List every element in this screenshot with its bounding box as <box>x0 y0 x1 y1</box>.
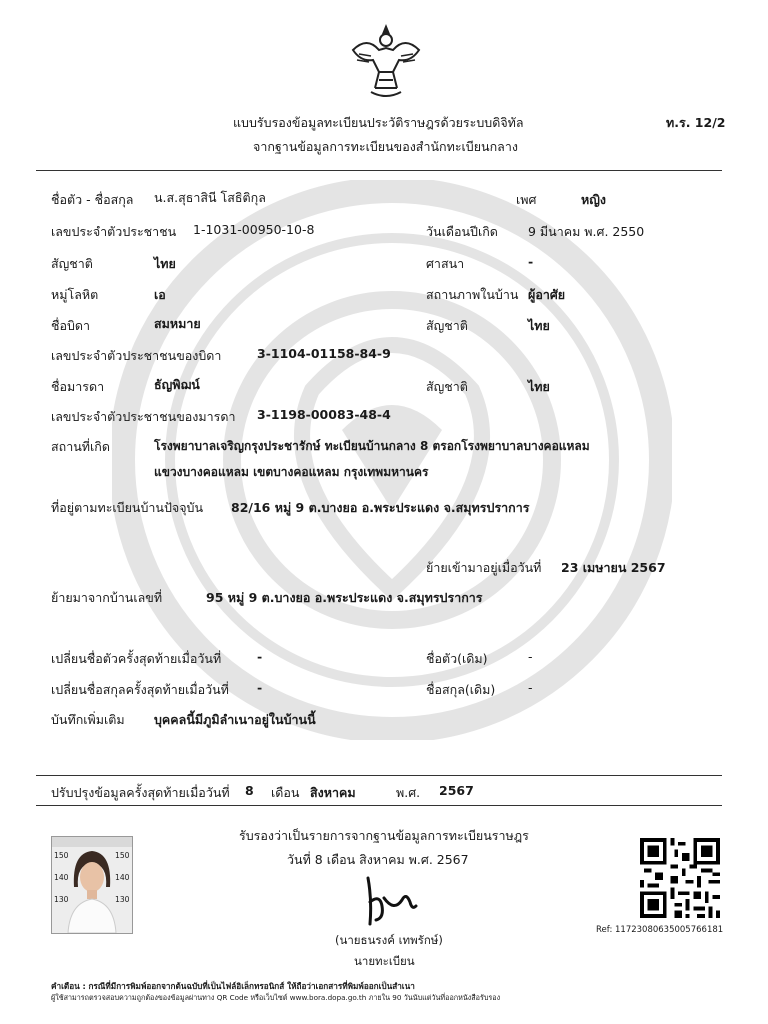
status-value: ผู้อาศัย <box>528 287 566 302</box>
height-150-right: 150 <box>115 851 130 860</box>
signer-name: (นายธนรงค์ เทพรักษ์) <box>335 933 443 947</box>
religion-value: - <box>528 254 534 269</box>
height-140-right: 140 <box>115 873 130 882</box>
movefrom-label: ย้ายมาจากบ้านเลขที่ <box>51 590 163 605</box>
form-number: ท.ร. 12/2 <box>666 115 726 130</box>
blood-value: เอ <box>154 287 166 302</box>
nationality-value: ไทย <box>154 256 176 271</box>
birthplace-line-2: แขวงบางคอแหลม เขตบางคอแหลม กรุงเทพมหานคร <box>154 465 429 479</box>
mother-nationality-value: ไทย <box>528 379 550 394</box>
birthplace-label: สถานที่เกิด <box>51 439 110 454</box>
signer-title: นายทะเบียน <box>354 954 415 968</box>
id-label: เลขประจำตัวประชาชน <box>51 224 177 239</box>
mother-label: ชื่อมารดา <box>51 379 105 394</box>
mother-nationality-label: สัญชาติ <box>426 379 468 394</box>
update-month-label: เดือน <box>271 785 300 800</box>
address-value: 82/16 หมู่ 9 ต.บางยอ อ.พระประแดง จ.สมุทรปราการ <box>231 500 530 515</box>
certify-line-1: รับรองว่าเป็นรายการจากฐานข้อมูลการทะเบียนราษฎร <box>239 828 529 843</box>
first-name-change-label: เปลี่ยนชื่อตัวครั้งสุดท้ายเมื่อวันที่ <box>51 651 222 666</box>
old-last-name-value: - <box>528 680 533 695</box>
last-name-change-value: - <box>257 680 263 695</box>
divider-update-top <box>36 775 722 776</box>
father-nationality-value: ไทย <box>528 318 550 333</box>
photo-board-header <box>52 837 132 847</box>
divider-update-bottom <box>36 805 722 806</box>
blood-label: หมู่โลหิต <box>51 287 99 302</box>
footer-warning-text: กรณีที่มีการพิมพ์ออกจากต้นฉบับที่เป็นไฟล์อิเล็กทรอนิกส์ ให้ถือว่าเอกสารที่พิมพ์ออกเป็นสำเนา <box>88 981 415 991</box>
movefrom-value: 95 หมู่ 9 ต.บางยอ อ.พระประแดง จ.สมุทรปราการ <box>206 590 483 605</box>
certify-line-2: วันที่ 8 เดือน สิงหาคม พ.ศ. 2567 <box>287 852 469 867</box>
title-line-2: จากฐานข้อมูลการทะเบียนของสำนักทะเบียนกลาง <box>253 139 518 154</box>
mother-value: ธัญพิฌน์ <box>154 377 200 392</box>
height-140-left: 140 <box>54 873 69 882</box>
mother-id-label: เลขประจำตัวประชาชนของมารดา <box>51 409 236 424</box>
garuda-emblem-icon <box>349 20 423 102</box>
old-last-name-label: ชื่อสกุล(เดิม) <box>426 682 496 697</box>
movein-label: ย้ายเข้ามาอยู่เมื่อวันที่ <box>426 560 542 575</box>
footer-warning-line-1 <box>51 980 415 993</box>
footer-warning-label: คำเตือน : <box>51 981 86 991</box>
sex-label: เพศ <box>516 192 537 207</box>
father-label: ชื่อบิดา <box>51 318 91 333</box>
note-value: บุคคลนี้มีภูมิลำเนาอยู่ในบ้านนี้ <box>154 712 316 727</box>
nationality-label: สัญชาติ <box>51 256 93 271</box>
father-id-label: เลขประจำตัวประชาชนของบิดา <box>51 348 222 363</box>
signature-icon <box>354 872 418 930</box>
movein-value: 23 เมษายน 2567 <box>561 560 666 575</box>
birthplace-line-1: โรงพยาบาลเจริญกรุงประชารักษ์ ทะเบียนบ้านกลาง 8 ตรอกโรงพยาบาลบางคอแหลม <box>154 439 590 453</box>
height-130-right: 130 <box>115 895 130 904</box>
reference-number: Ref: 11723080635005766181 <box>596 925 724 935</box>
old-first-name-label: ชื่อตัว(เดิม) <box>426 651 488 666</box>
update-day: 8 <box>245 783 254 798</box>
height-130-left: 130 <box>54 895 69 904</box>
father-value: สมหมาย <box>154 316 201 331</box>
update-year-label: พ.ศ. <box>396 785 421 800</box>
father-id-value: 3-1104-01158-84-9 <box>257 346 391 361</box>
qr-code-icon[interactable] <box>638 838 722 918</box>
title-line-1: แบบรับรองข้อมูลทะเบียนประวัติราษฎรด้วยระบบดิจิทัล <box>233 115 524 130</box>
status-label: สถานภาพในบ้าน <box>426 287 519 302</box>
note-label: บันทึกเพิ่มเติม <box>51 712 125 727</box>
height-150-left: 150 <box>54 851 69 860</box>
old-first-name-value: - <box>528 649 533 664</box>
name-value: น.ส.สุธาสินี โสธิติกุล <box>154 190 266 205</box>
dob-value: 9 มีนาคม พ.ศ. 2550 <box>528 224 645 239</box>
person-portrait-icon <box>66 847 118 933</box>
name-label: ชื่อตัว - ชื่อสกุล <box>51 192 134 207</box>
last-name-change-label: เปลี่ยนชื่อสกุลครั้งสุดท้ายเมื่อวันที่ <box>51 682 229 697</box>
update-year: 2567 <box>439 783 474 798</box>
divider-top <box>36 170 722 171</box>
dob-label: วันเดือนปีเกิด <box>426 224 498 239</box>
sex-value: หญิง <box>581 192 606 207</box>
father-nationality-label: สัญชาติ <box>426 318 468 333</box>
update-month: สิงหาคม <box>310 785 356 800</box>
id-value: 1-1031-00950-10-8 <box>193 222 315 237</box>
address-label: ที่อยู่ตามทะเบียนบ้านปัจจุบัน <box>51 500 204 515</box>
person-photo <box>51 836 133 934</box>
update-label: ปรับปรุงข้อมูลครั้งสุดท้ายเมื่อวันที่ <box>51 785 230 800</box>
footer-warning-line-2: ผู้ใช้สามารถตรวจสอบความถูกต้องของข้อมูลผ่านทาง QR Code หรือเว็บไซต์ www.bora.dopa.go.th ภายใน 90 วันนับแต่วันที่ออกหนังสือรับรอง <box>51 993 501 1002</box>
mother-id-value: 3-1198-00083-48-4 <box>257 407 391 422</box>
first-name-change-value: - <box>257 649 263 664</box>
religion-label: ศาสนา <box>426 256 465 271</box>
